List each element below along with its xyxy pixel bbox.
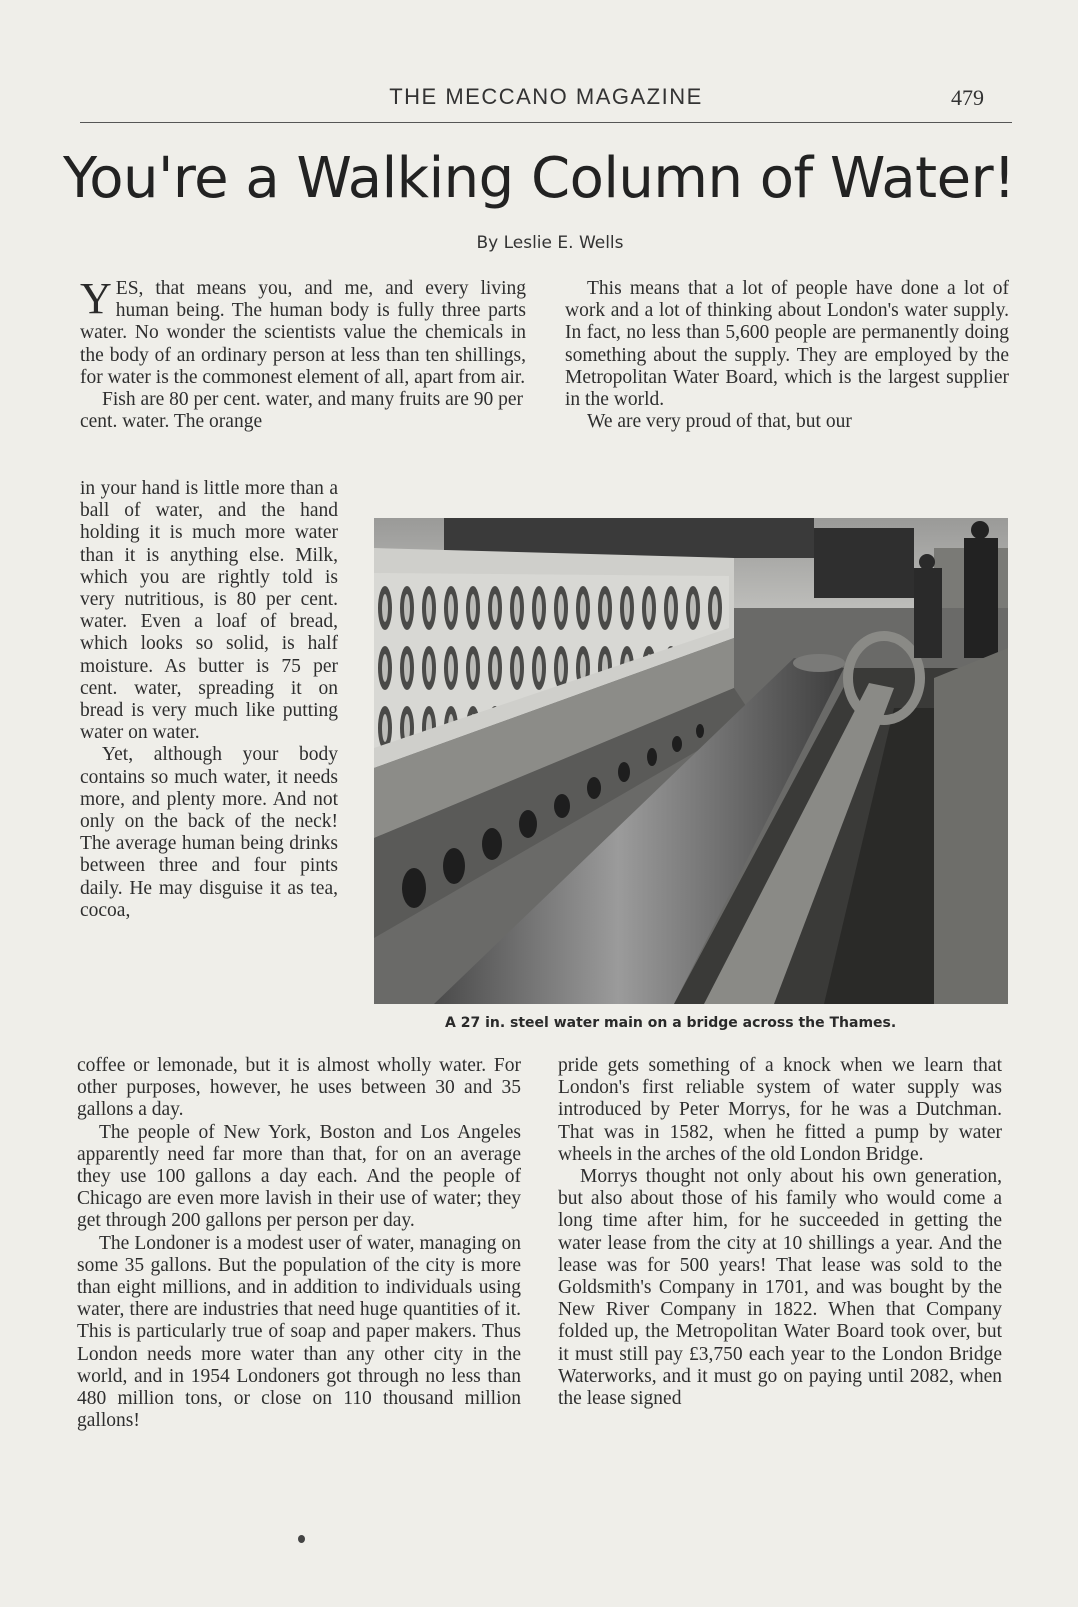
page-mark	[298, 1535, 305, 1543]
paragraph: This means that a lot of people have done a lot of work and a lot of thinking about London's water supply. In fact, no less than 5,600 people are permanently doing something about the supply. They are employed by the Metropolitan Water Board, which is the largest supplier in the world.	[565, 278, 1009, 411]
paragraph: Fish are 80 per cent. water, and many fruits are 90 per cent. water. The orange	[80, 389, 524, 433]
water-main-photo	[374, 518, 1008, 1004]
byline: By Leslie E. Wells	[476, 233, 624, 253]
paragraph: Morrys thought not only about his own generation, but also about those of his family who would come a long time after him, for he succeeded in getting the water lease from the city at 10 shillings a year. And the lease was for 500 years! That lease was sold to the Goldsmith's Company in 1701, and was bought by the New River Company in 1822. When that Company folded up, the Metropolitan Water Board took over, but it must still pay £3,750 each year to the London Bridge Waterworks, and it must go on paying until 2082, when the lease signed	[558, 1166, 1002, 1410]
photo-figure	[374, 518, 1008, 1004]
page-number: 479	[951, 85, 984, 110]
left-column-narrow	[80, 478, 338, 922]
right-column-bottom	[558, 1055, 1002, 1410]
paragraph: YES, that means you, and me, and every living human being. The human body is fully three parts water. No wonder the scientists value the chemicals in the body of an ordinary person at less than ten shillings, for water is the commonest element of all, apart from air.	[80, 274, 526, 388]
photo-caption: A 27 in. steel water main on a bridge across the Thames.	[445, 1015, 897, 1031]
paragraph: The Londoner is a modest user of water, managing on some 35 gallons. But the population of the city is more than eight millions, and in addition to individuals using water, there are industries that need huge quantities of it. This is particularly true of soap and paper makers. Thus London needs more water than any other city in the world, and in 1954 Londoners got through no less than 480 million tons, or close on 110 thousand million gallons!	[77, 1232, 521, 1432]
left-column-top	[80, 274, 526, 433]
paragraph: in your hand is little more than a ball of water, and the hand holding it is much more water than it is anything else. Milk, which you are rightly told is very nutritious, is 80 per cent. water. Even a loaf of bread, which looks so solid, is half moisture. As butter is 75 per cent. water, spreading it on bread is very much like putting water on water.	[80, 478, 338, 744]
page-header	[80, 84, 1012, 123]
paragraph: Yet, although your body contains so much water, it needs more, and plenty more. And not only on the back of the neck! The average human being drinks between three and four pints daily. He may disguise it as tea, cocoa,	[80, 744, 338, 921]
article-title: You're a Walking Column of Water!	[62, 146, 1016, 211]
right-column-top	[565, 278, 1009, 433]
left-column-bottom	[77, 1055, 521, 1432]
paragraph: coffee or lemonade, but it is almost wholly water. For other purposes, however, he uses between 30 and 35 gallons a day.	[77, 1055, 521, 1121]
magazine-name: THE MECCANO MAGAZINE	[389, 84, 703, 109]
paragraph: We are very proud of that, but our	[587, 411, 852, 433]
paragraph: pride gets something of a knock when we learn that London's first reliable system of water supply was introduced by Peter Morrys, for he was a Dutchman. That was in 1582, when he fitted a pump by water wheels in the arches of the old London Bridge.	[558, 1055, 1002, 1165]
drop-cap: Y	[80, 274, 112, 323]
paragraph: The people of New York, Boston and Los Angeles apparently need far more than that, for on an average they use 100 gallons a day each. And the people of Chicago are even more lavish in their use of water; they get through 200 gallons per person per day.	[77, 1121, 521, 1232]
